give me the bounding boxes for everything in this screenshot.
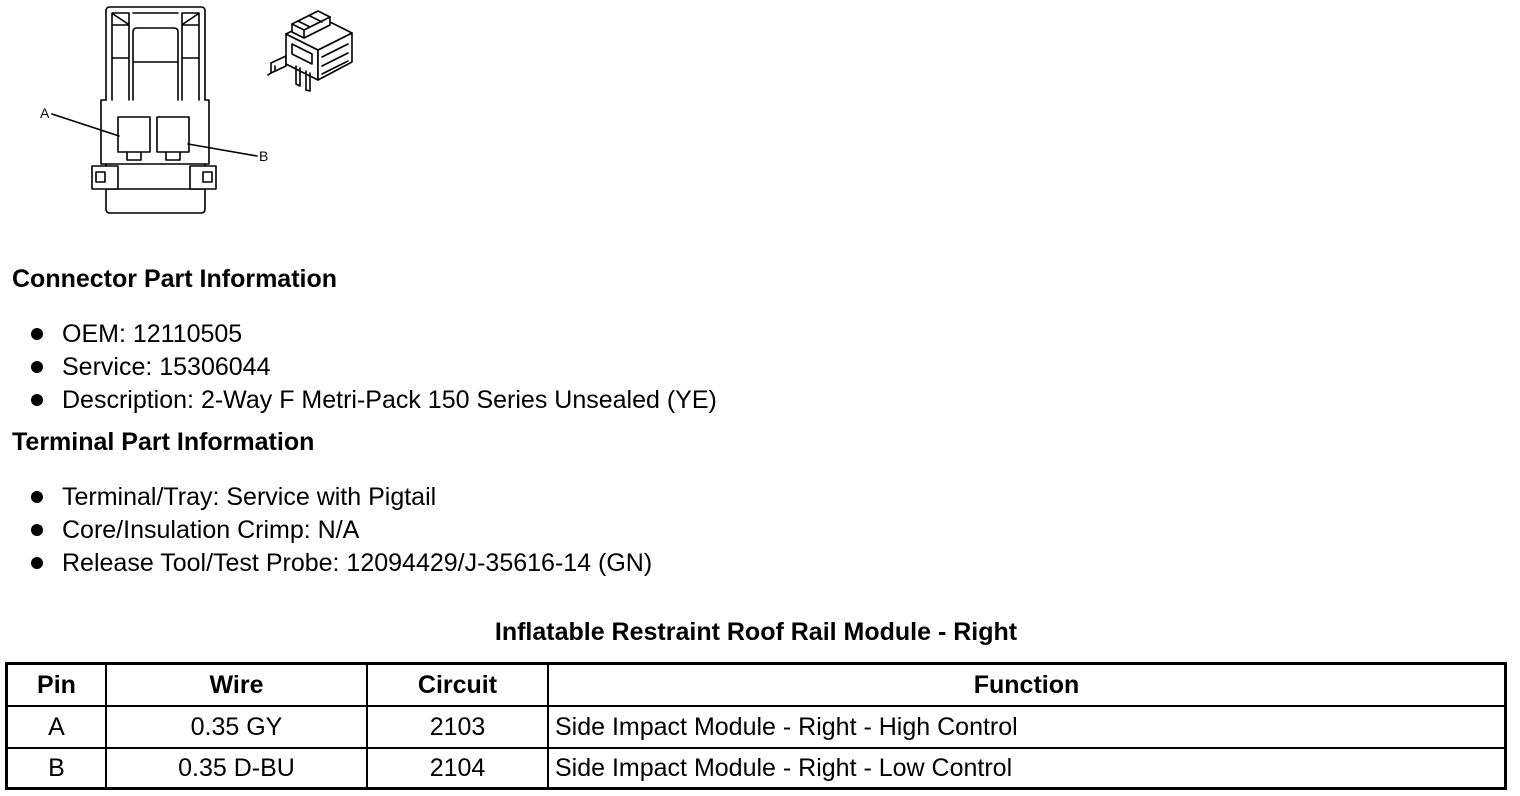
list-item <box>0 318 717 351</box>
bullet-icon <box>31 524 43 536</box>
pin-a-leader-line <box>52 114 119 136</box>
table-row <box>8 749 1504 787</box>
connector-diagrams <box>0 0 380 225</box>
list-item-text: Terminal/Tray: Service with Pigtail <box>62 483 437 511</box>
table-cell-circuit: 2103 <box>368 707 549 747</box>
connector-info-list <box>0 318 717 417</box>
pin-label-a: A <box>40 105 50 121</box>
pin-cavity-a-opening <box>118 117 150 152</box>
list-item <box>0 384 717 417</box>
table-header-pin: Pin <box>8 665 107 705</box>
table-cell-pin: B <box>8 749 107 787</box>
pin-cavity-b <box>157 117 189 160</box>
left-rail <box>112 13 129 100</box>
list-item <box>0 481 652 514</box>
bullet-icon <box>31 361 43 373</box>
table-header-wire: Wire <box>107 665 368 705</box>
connector-isometric-view <box>268 11 352 91</box>
pin-label-b: B <box>259 148 269 164</box>
list-item-text: Core/Insulation Crimp: N/A <box>62 516 360 544</box>
table-header-circuit: Circuit <box>368 665 549 705</box>
table-cell-function: Side Impact Module - Right - High Control <box>555 712 1018 741</box>
pin-labels <box>40 105 268 164</box>
table-cell-wire: 0.35 D-BU <box>107 749 368 787</box>
bullet-icon <box>31 328 43 340</box>
pin-b-leader-line <box>188 144 257 156</box>
list-item-text: Release Tool/Test Probe: 12094429/J-35616-14 (GN) <box>62 549 653 577</box>
pin-cavity-b-opening <box>157 117 189 152</box>
list-item-text: Description: 2-Way F Metri-Pack 150 Series Unsealed (YE) <box>62 386 717 414</box>
terminal-info-heading: Terminal Part Information <box>12 428 315 456</box>
list-item-text: Service: 15306044 <box>62 353 271 381</box>
center-latch <box>133 13 178 100</box>
connector-info-heading: Connector Part Information <box>12 265 338 293</box>
bullet-icon <box>31 491 43 503</box>
pin-cavity-a-lance <box>127 152 141 160</box>
table-row <box>8 707 1504 749</box>
pin-cavity-a <box>118 117 150 160</box>
table-cell-circuit: 2104 <box>368 749 549 787</box>
pin-cavity-b-lance <box>166 152 180 160</box>
list-item-text: OEM: 12110505 <box>62 320 243 348</box>
terminal-info-list <box>0 481 652 580</box>
upper-housing-outline <box>106 7 205 100</box>
connector-face-view <box>52 7 257 213</box>
bullet-icon <box>31 557 43 569</box>
table-header-row <box>8 665 1504 707</box>
table-cell-wire: 0.35 GY <box>107 707 368 747</box>
list-item <box>0 547 652 580</box>
list-item <box>0 514 652 547</box>
bullet-icon <box>31 394 43 406</box>
right-rail <box>182 13 199 100</box>
table-header-function: Function <box>973 670 1080 699</box>
table-title: Inflatable Restraint Roof Rail Module - Right <box>494 618 1018 646</box>
table-cell-pin: A <box>8 707 107 747</box>
pinout-table <box>5 662 1507 790</box>
iso-left-tab <box>271 56 286 73</box>
table-cell-function: Side Impact Module - Right - Low Control <box>555 753 1013 782</box>
list-item <box>0 351 717 384</box>
